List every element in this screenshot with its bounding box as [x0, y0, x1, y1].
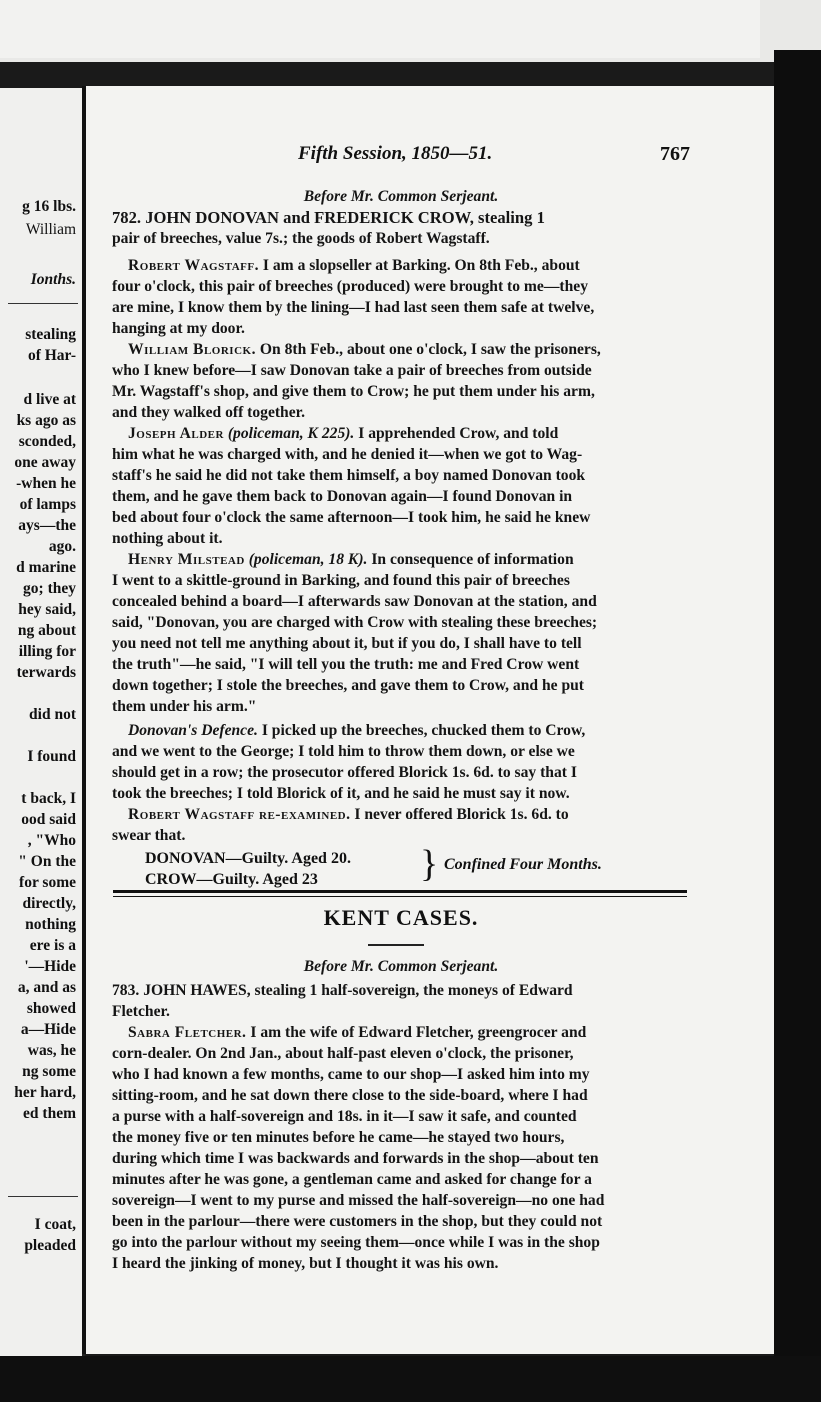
case-782-before: Before Mr. Common Serjeant.: [303, 188, 499, 205]
testimony-line: and we went to the George; I told him to throw them down, or else we: [112, 743, 575, 760]
witness-role: (policeman, 18 K).: [248, 551, 368, 568]
left-fragment: I coat,: [34, 1216, 76, 1233]
testimony-line: staff's he said he did not take them himself, a boy named Donovan took: [112, 467, 586, 484]
sentence: Confined Four Months.: [444, 856, 602, 873]
testimony-line: them under his arm.": [112, 698, 257, 715]
testimony-text: I apprehended Crow, and told: [358, 425, 559, 442]
testimony-line: hanging at my door.: [112, 320, 245, 337]
left-fragment: stealing: [25, 326, 76, 343]
left-fragment: Ionths.: [30, 271, 76, 288]
left-fragment: ng some: [22, 1063, 76, 1080]
testimony-text: I never offered Blorick 1s. 6d. to: [354, 806, 569, 823]
left-fragment: nothing: [25, 916, 76, 933]
testimony-line: who I knew before—I saw Donovan take a pair of breeches from outside: [112, 362, 592, 379]
defence-line-1: [128, 720, 706, 741]
left-fragment: illing for: [18, 643, 76, 660]
testimony-line: sitting-room, and he sat down there close to the side-board, where I had: [112, 1087, 588, 1104]
left-fragment: ng about: [17, 622, 76, 639]
witness-name: Henry Milstead: [128, 551, 245, 568]
left-fragment: of lamps: [19, 496, 76, 513]
left-fragment: ago.: [48, 538, 76, 555]
testimony-text: On 8th Feb., about one o'clock, I saw the prisoners,: [259, 341, 601, 358]
alder-line-1: [128, 423, 706, 444]
testimony-line: go into the parlour without my seeing them—once while I was in the shop: [112, 1234, 600, 1251]
testimony-line: should get in a row; the prosecutor offered Blorick 1s. 6d. to say that I: [112, 764, 577, 781]
witness-name: Robert Wagstaff.: [128, 257, 260, 274]
left-fragment: d live at: [23, 391, 76, 408]
reexam-line-1: [128, 804, 706, 825]
testimony-line: minutes after he was gone, a gentleman came and asked for change for a: [112, 1171, 592, 1188]
left-rule: [8, 303, 78, 304]
verdict-crow: CROW—Guilty. Aged 23: [145, 871, 318, 888]
left-fragment: pleaded: [24, 1237, 76, 1254]
left-fragment: -when he: [16, 475, 76, 492]
left-fragment: a—Hide: [20, 1021, 76, 1038]
left-fragment: " On the: [18, 853, 76, 870]
left-fragment: I found: [27, 748, 76, 765]
testimony-line: sovereign—I went to my purse and missed the half-sovereign—no one had: [112, 1192, 605, 1209]
testimony-line: the truth"—he said, "I will tell you the truth: me and Fred Crow went: [112, 656, 580, 673]
testimony-line: said, "Donovan, you are charged with Crow with stealing these breeches;: [112, 614, 598, 631]
testimony-line: I heard the jinking of money, but I thought it was his own.: [112, 1255, 499, 1272]
left-fragment: did not: [29, 706, 76, 723]
section-rule-top: [113, 890, 687, 893]
case-783-before: Before Mr. Common Serjeant.: [303, 958, 499, 975]
heading-underline: [368, 944, 424, 946]
witness-name: Joseph Alder: [128, 425, 224, 442]
verdict-donovan: DONOVAN—Guilty. Aged 20.: [145, 850, 351, 867]
left-page: [0, 88, 85, 1356]
case-782-line: pair of breeches, value 7s.; the goods of Robert Wagstaff.: [112, 230, 490, 247]
left-rule: [8, 1196, 78, 1197]
left-fragment: was, he: [27, 1042, 76, 1059]
top-margin-inner: [0, 0, 760, 58]
left-fragment: her hard,: [14, 1084, 76, 1101]
left-fragment: terwards: [16, 664, 76, 681]
top-margin: [0, 0, 821, 62]
testimony-line: and they walked off together.: [112, 404, 306, 421]
milstead-line-1: [128, 549, 706, 570]
testimony-line: the money five or ten minutes before he came—he stayed two hours,: [112, 1129, 565, 1146]
testimony-text: In consequence of information: [371, 551, 574, 568]
testimony-text: I picked up the breeches, chucked them to Crow,: [261, 722, 586, 739]
bottom-edge: [0, 1356, 821, 1402]
testimony-line: are mine, I know them by the lining—I had last seen them safe at twelve,: [112, 299, 595, 316]
left-fragment: '—Hide: [24, 958, 76, 975]
left-fragment: a, and as: [17, 979, 76, 996]
testimony-text: I am a slopseller at Barking. On 8th Feb., about: [262, 257, 580, 274]
left-fragment: ks ago as: [16, 412, 76, 429]
testimony-line: Mr. Wagstaff's shop, and give them to Crow; he put them under his arm,: [112, 383, 595, 400]
defence-label: Donovan's Defence.: [128, 722, 258, 739]
testimony-text: I am the wife of Edward Fletcher, greengrocer and: [250, 1024, 587, 1041]
kent-cases-heading: KENT CASES.: [323, 905, 479, 930]
left-fragment: , "Who: [27, 832, 76, 849]
case-782-heading: 782. JOHN DONOVAN and FREDERICK CROW, stealing 1: [112, 208, 545, 227]
session-title: Fifth Session, 1850—51.: [298, 143, 493, 164]
left-fragment: for some: [19, 874, 76, 891]
left-fragment: d marine: [16, 559, 76, 576]
left-fragment: ood said: [21, 811, 76, 828]
left-fragment: directly,: [22, 895, 76, 912]
wagstaff-line-1: [128, 255, 706, 276]
fletcher-line-1: [128, 1022, 706, 1043]
left-fragment: go; they: [23, 580, 76, 597]
testimony-line: four o'clock, this pair of breeches (produced) were brought to me—they: [112, 278, 589, 295]
section-rule-bottom: [113, 896, 687, 897]
testimony-line: who I had known a few months, came to our shop—I asked him into my: [112, 1066, 590, 1083]
testimony-line: a purse with a half-sovereign and 18s. in it—I saw it safe, and counted: [112, 1108, 577, 1125]
testimony-line: during which time I was backwards and forwards in the shop—about ten: [112, 1150, 599, 1167]
case-783-heading: 783. JOHN HAWES, stealing 1 half-sovereign, the moneys of Edward: [112, 982, 573, 999]
left-fragment: ed them: [23, 1105, 76, 1122]
testimony-line: been in the parlour—there were customers in the shop, but they could not: [112, 1213, 603, 1230]
testimony-line: concealed behind a board—I afterwards saw Donovan at the station, and: [112, 593, 597, 610]
testimony-line: nothing about it.: [112, 530, 223, 547]
blorick-line-1: [128, 339, 706, 360]
left-fragment: sconded,: [18, 433, 76, 450]
left-fragment: one away: [14, 454, 76, 471]
testimony-line: swear that.: [112, 827, 186, 844]
witness-name: Sabra Fletcher.: [128, 1024, 247, 1041]
page-number: 767: [660, 143, 690, 165]
testimony-line: corn-dealer. On 2nd Jan., about half-past eleven o'clock, the prisoner,: [112, 1045, 574, 1062]
testimony-line: him what he was charged with, and he denied it—when we got to Wag-: [112, 446, 583, 463]
testimony-line: you need not tell me anything about it, but if you do, I shall have to tell: [112, 635, 582, 652]
left-fragment: g 16 lbs.: [22, 198, 76, 215]
left-fragment: showed: [26, 1000, 76, 1017]
witness-name: William Blorick.: [128, 341, 256, 358]
testimony-line: bed about four o'clock the same afternoon—I took him, he said he knew: [112, 509, 591, 526]
testimony-line: down together; I stole the breeches, and gave them to Crow, and he put: [112, 677, 584, 694]
left-fragment: William: [25, 221, 76, 238]
left-fragment: hey said,: [18, 601, 76, 618]
case-783-line: Fletcher.: [112, 1003, 170, 1020]
testimony-line: took the breeches; I told Blorick of it, and he said he must say it now.: [112, 785, 570, 802]
left-fragment: of Har-: [27, 347, 76, 364]
testimony-line: I went to a skittle-ground in Barking, and found this pair of breeches: [112, 572, 570, 589]
testimony-line: them, and he gave them back to Donovan again—I found Donovan in: [112, 488, 573, 505]
left-fragment: ays—the: [18, 517, 76, 534]
reexam-label: Robert Wagstaff re-examined.: [128, 806, 351, 823]
witness-role: (policeman, K 225).: [227, 425, 355, 442]
left-fragment: t back, I: [21, 790, 76, 807]
right-edge: [774, 50, 821, 1402]
left-fragment: ere is a: [29, 937, 76, 954]
verdict-brace: }: [420, 843, 439, 885]
